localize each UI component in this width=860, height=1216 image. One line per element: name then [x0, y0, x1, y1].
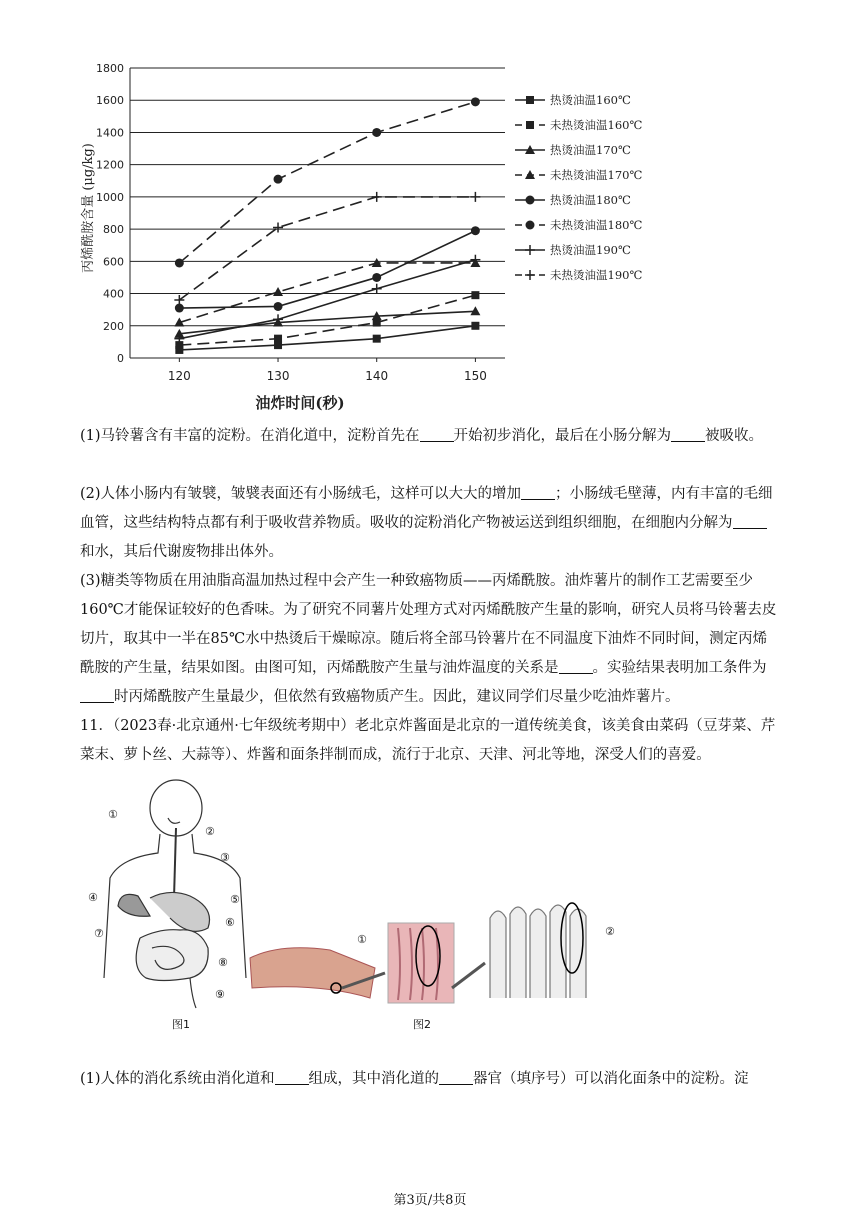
data-point: [471, 291, 479, 299]
data-point: [525, 270, 535, 280]
q11-1-text-a: (1)人体的消化系统由消化道和: [80, 1071, 275, 1087]
fig1-label-3: ③: [220, 851, 230, 864]
y-tick-label: 800: [103, 223, 124, 237]
data-point: [372, 273, 381, 282]
data-point: [471, 322, 479, 330]
data-point: [274, 175, 283, 184]
legend-label: 热烫油温180℃: [550, 193, 631, 207]
fig1-label-6: ⑥: [225, 916, 235, 929]
fig2-label-1: ①: [357, 933, 367, 946]
data-point: [471, 226, 480, 235]
y-tick-label: 1200: [96, 158, 124, 172]
data-point: [274, 335, 282, 343]
q1-text-a: (1)马铃薯含有丰富的淀粉。在消化道中，淀粉首先在: [80, 428, 420, 444]
y-tick-label: 1600: [96, 94, 124, 108]
y-tick-label: 600: [103, 255, 124, 269]
answer-blank[interactable]: [521, 485, 555, 500]
fig1-caption: 图1: [172, 1018, 190, 1031]
series-line: [179, 260, 475, 339]
data-point: [526, 96, 534, 104]
fig1-label-2: ②: [205, 825, 215, 838]
q1-text-b: 开始初步消化，最后在小肠分解为: [453, 428, 672, 444]
q2-text-a: (2)人体小肠内有皱襞，皱襞表面还有小肠绒毛，这样可以大大的增加: [80, 486, 522, 502]
line-chart: [60, 48, 680, 418]
digestive-figures: [80, 778, 640, 1038]
series-line: [179, 295, 475, 345]
answer-blank[interactable]: [80, 688, 114, 703]
series-line: [179, 102, 475, 263]
q3-text-a: (3)糖类等物质在用油脂高温加热过程中会产生一种致癌物质——丙烯酰胺。油炸薯片的制作工艺需要至少160℃才能保证较好的色香味。为了研究不同薯片处理方式对丙烯酰胺产生量的影响，研究人员将马铃薯去皮切片，取其中一半在85℃水中热烫后干燥晾凉。随后将全部马铃薯片在不同温度下油炸不同时间，测定丙烯酰胺的产生量，结果如图。由图可知，丙烯酰胺产生量与油炸温度的关系是: [80, 573, 777, 676]
fig1-label-8: ⑧: [218, 956, 228, 969]
chart-legend: [515, 93, 642, 282]
y-tick-label: 1000: [96, 190, 124, 204]
legend-label: 未热烫油温170℃: [550, 168, 643, 182]
y-tick-label: 200: [103, 319, 124, 333]
data-point: [372, 128, 381, 137]
y-axis-label: 丙烯酰胺含量 (μg/kg): [81, 143, 96, 273]
answer-blank[interactable]: [733, 514, 767, 529]
fig1-label-9: ⑨: [215, 988, 225, 1001]
legend-label: 热烫油温170℃: [550, 143, 631, 157]
data-point: [471, 97, 480, 106]
data-point: [526, 121, 534, 129]
q1-text-c: 被吸收。: [705, 428, 764, 444]
fig1-label-4: ④: [88, 891, 98, 904]
chart-axes: [96, 62, 505, 383]
answer-blank[interactable]: [559, 659, 593, 674]
q3-text-b: 。实验结果表明加工条件为: [592, 660, 767, 676]
fig2-label-2: ②: [605, 925, 615, 938]
x-tick-label: 130: [266, 369, 290, 383]
question-1: [80, 422, 780, 451]
answer-blank[interactable]: [420, 427, 454, 442]
data-point: [372, 192, 382, 202]
q11-1-text-c: 器官（填序号）可以消化面条中的淀粉。淀: [473, 1071, 749, 1087]
legend-label: 未热烫油温180℃: [550, 218, 643, 232]
data-point: [526, 221, 535, 230]
data-point: [273, 287, 283, 296]
y-tick-label: 400: [103, 287, 124, 301]
question-11: [80, 712, 780, 770]
q2-text-c: 和水，其后代谢废物排出体外。: [80, 544, 283, 560]
legend-label: 热烫油温190℃: [550, 243, 631, 257]
y-tick-label: 1800: [96, 62, 124, 75]
fig2-caption: 图2: [413, 1018, 431, 1031]
series-line: [179, 197, 475, 300]
q11-1-text-b: 组成，其中消化道的: [308, 1071, 440, 1087]
series-line: [179, 231, 475, 308]
data-point: [470, 255, 480, 265]
data-point: [470, 192, 480, 202]
x-tick-label: 140: [365, 369, 389, 383]
question-3: [80, 567, 780, 712]
fig1-label-7: ⑦: [94, 927, 104, 940]
data-point: [525, 245, 535, 255]
data-point: [175, 258, 184, 267]
answer-blank[interactable]: [439, 1070, 473, 1085]
question-11-1: [80, 1065, 780, 1094]
legend-label: 未热烫油温160℃: [550, 118, 643, 132]
fig1-label-5: ⑤: [230, 893, 240, 906]
y-tick-label: 1400: [96, 126, 124, 140]
answer-blank[interactable]: [671, 427, 705, 442]
x-axis-label: 油炸时间(秒): [255, 394, 345, 412]
data-point: [372, 284, 382, 294]
legend-label: 热烫油温160℃: [550, 93, 631, 107]
data-point: [526, 196, 535, 205]
data-point: [373, 335, 381, 343]
y-tick-label: 0: [117, 352, 124, 365]
small-intestine-diagram: [250, 903, 586, 1003]
x-tick-label: 150: [463, 369, 487, 383]
question-2: [80, 480, 780, 567]
q3-text-c: 时丙烯酰胺产生量最少，但依然有致癌物质产生。因此，建议同学们尽量少吃油炸薯片。: [114, 689, 680, 705]
page-footer: 第3页/共8页: [393, 1193, 467, 1208]
digestive-system-diagram: [104, 780, 246, 1008]
legend-label: 未热烫油温190℃: [550, 268, 643, 282]
q11-text: 11．（2023春·北京通州·七年级统考期中）老北京炸酱面是北京的一道传统美食，该美食由菜码（豆芽菜、芹菜末、萝卜丝、大蒜等）、炸酱和面条拌制而成，流行于北京、天津、河北等地，深受人们的喜爱。: [80, 718, 776, 763]
data-point: [274, 302, 283, 311]
fig1-label-1: ①: [108, 808, 118, 821]
answer-blank[interactable]: [275, 1070, 309, 1085]
q2-text-b: ；小肠绒毛壁薄，内有丰富的毛细血管，这些结构特点都有利于吸收营养物质。吸收的淀粉消化产物被运送到组织细胞，在细胞内分解为: [80, 486, 773, 531]
x-tick-label: 120: [167, 369, 191, 383]
chart-series: [174, 97, 480, 354]
